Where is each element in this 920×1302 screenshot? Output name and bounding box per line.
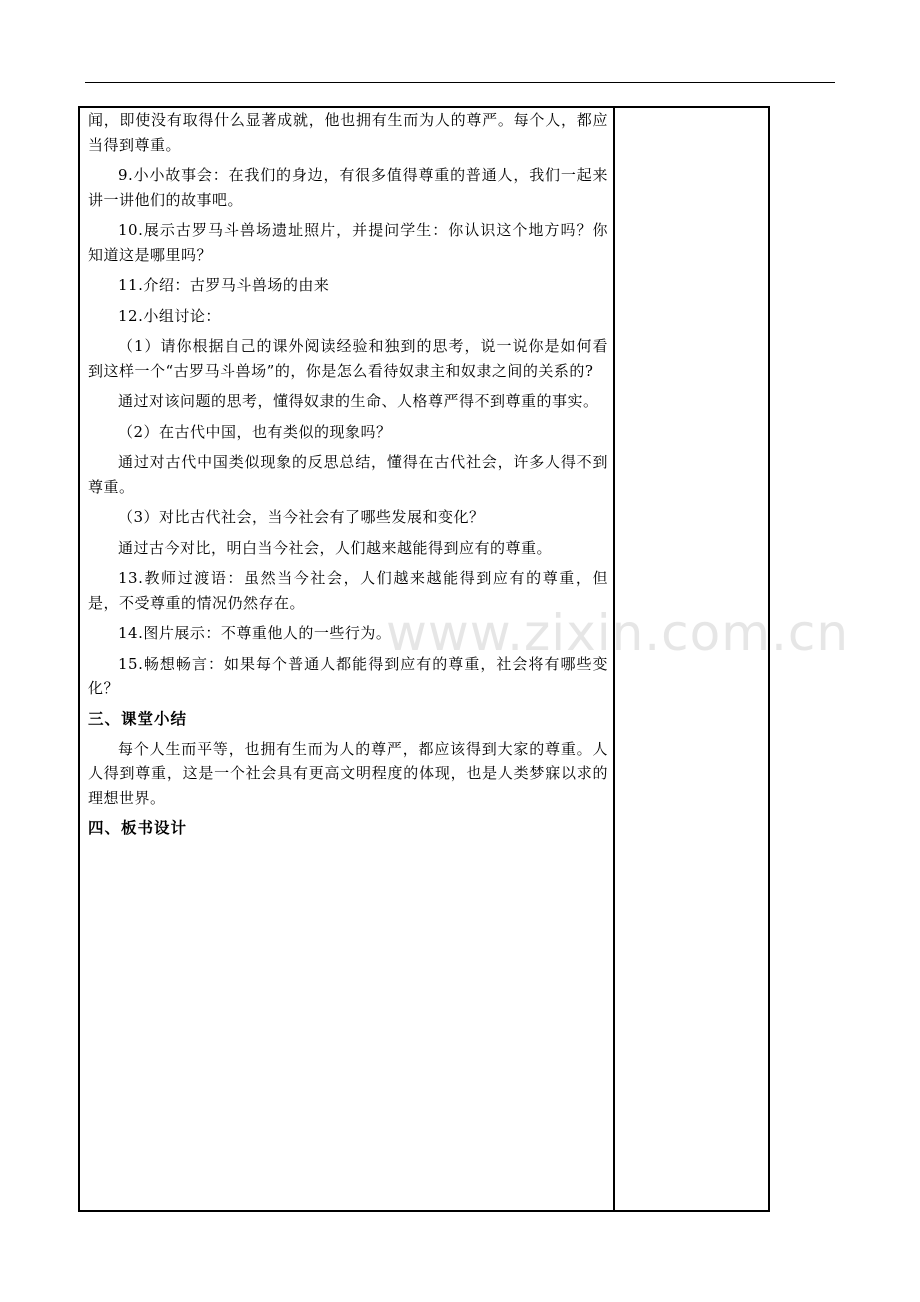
paragraph-answer-3: 通过古今对比，明白当今社会，人们越来越能得到应有的尊重。: [118, 538, 553, 557]
paragraph-step-12: 12.小组讨论：: [118, 306, 221, 325]
watermark: www.zixin.com.cn: [386, 604, 850, 662]
paragraph-question-3: （3）对比古代社会，当今社会有了哪些发展和变化？: [118, 508, 485, 526]
summary-text: 每个人生而平等，也拥有生而为人的尊严，都应该得到大家的尊重。人人得到尊重，这是一个社会具有更高文明程度的体现，也是人类梦寐以求的理想世界。: [88, 739, 608, 807]
paragraph-step-14: 14.图片展示：不尊重他人的一些行为。: [118, 624, 392, 642]
section-heading-summary: 三、课堂小结: [88, 709, 188, 728]
paragraph-answer-1: 通过对该问题的思考，懂得奴隶的生命、人格尊严得不到尊重的事实。: [118, 392, 599, 410]
paragraph-question-1: （1）请你根据自己的课外阅读经验和独到的思考，说一说你是如何看到这样一个“古罗马斗兽场”的，你是怎么看待奴隶主和奴隶之间的关系的?: [88, 337, 608, 380]
lesson-content: [88, 108, 608, 846]
paragraph-step-9: 9.小小故事会：在我们的身边，有很多值得尊重的普通人，我们一起来讲一讲他们的故事吧。: [88, 166, 608, 209]
paragraph-step-15: 15.畅想畅言：如果每个普通人都能得到应有的尊重，社会将有哪些变化？: [88, 654, 608, 697]
paragraph-question-2: （2）在古代中国，也有类似的现象吗？: [118, 422, 392, 441]
paragraph-step-11: 11.介绍：古罗马斗兽场的由来: [118, 276, 330, 294]
paragraph-continuation: 闻，即使没有取得什么显著成就，他也拥有生而为人的尊严。每个人，都应当得到尊重。: [88, 111, 608, 154]
section-heading-board-design: 四、板书设计: [88, 819, 188, 837]
paragraph-step-13: 13.教师过渡语：虽然当今社会，人们越来越能得到应有的尊重，但是，不受尊重的情况仍然存在。: [88, 569, 608, 612]
header-rule: [85, 82, 835, 83]
paragraph-answer-2: 通过对古代中国类似现象的反思总结，懂得在古代社会，许多人得不到尊重。: [88, 453, 608, 496]
paragraph-step-10: 10.展示古罗马斗兽场遗址照片，并提问学生：你认识这个地方吗？你知道这是哪里吗？: [88, 221, 608, 264]
